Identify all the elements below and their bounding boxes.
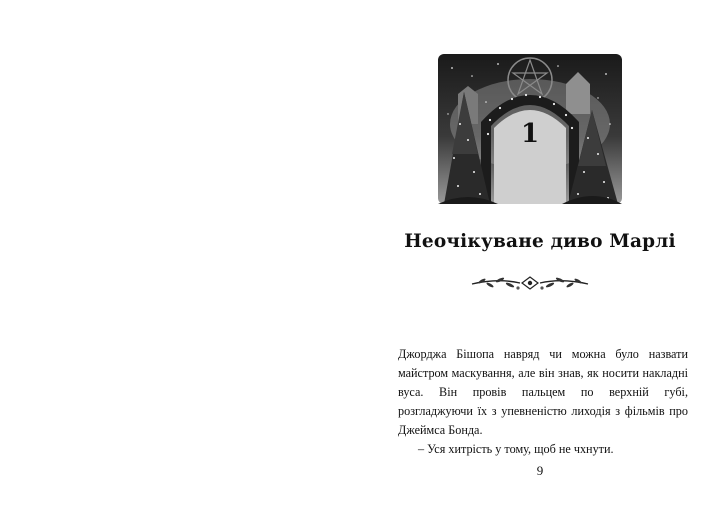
chapter-title: Неочікуване диво Марлі	[404, 231, 676, 252]
right-page	[360, 0, 720, 512]
holly-ornament-icon	[468, 270, 592, 296]
chapter-body-text	[398, 345, 688, 459]
page-number: 9	[536, 463, 544, 478]
christmas-arch-icon	[438, 54, 622, 204]
christmas-arch-illustration	[438, 54, 622, 204]
chapter-number: 1	[520, 119, 540, 149]
paragraph-1: Джорджа Бішопа навряд чи можна було назвати майстром маскування, але він знав, як носити накладні вуса. Він провів пальцем по верхній губі, розгладжуючи їх з упевненістю лиходія з фільмів про Джеймса Бонда.	[398, 347, 688, 437]
paragraph-2: – Уся хитрість у тому, щоб не чхнути.	[418, 442, 614, 456]
